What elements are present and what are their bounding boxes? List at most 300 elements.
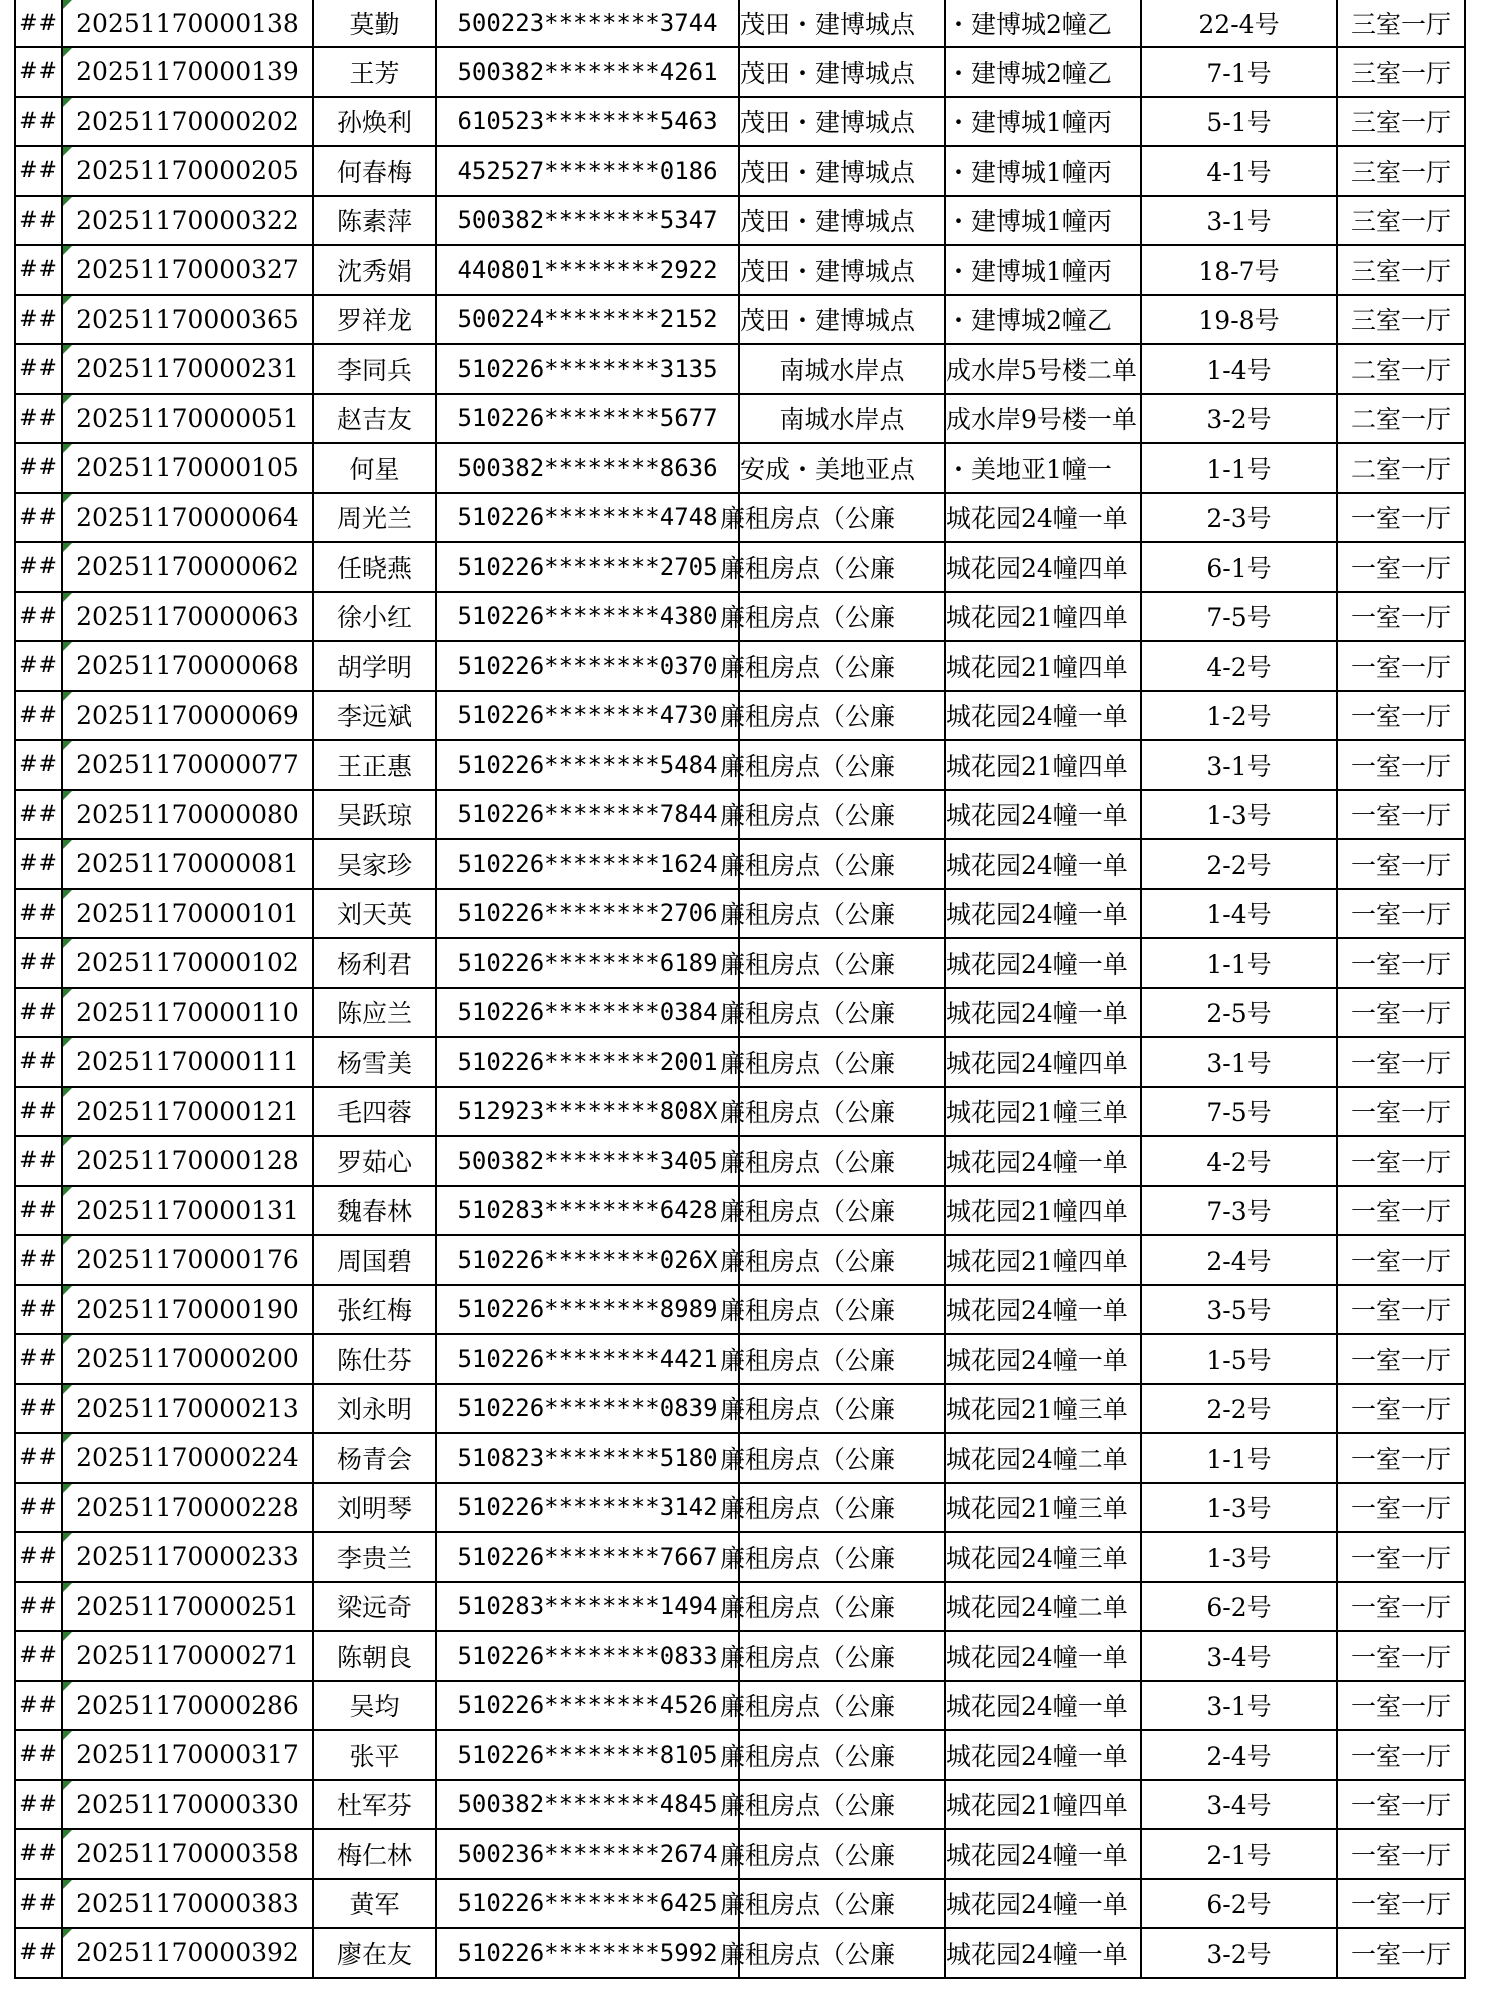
building-cell[interactable] [944,0,1140,46]
row-marker-cell[interactable]: ## [14,1286,61,1334]
application-code-cell[interactable]: 20251170000064 [61,494,312,542]
building-cell[interactable] [944,692,1140,740]
room-type-cell[interactable]: 三室一厅 [1336,147,1466,195]
building-cell[interactable] [944,543,1140,591]
applicant-name-cell[interactable]: 黄军 [312,1880,435,1928]
table-row[interactable] [14,1236,1466,1286]
room-type-cell[interactable]: 一室一厅 [1336,692,1466,740]
id-number-cell[interactable]: 510226********4526 [435,1682,738,1730]
housing-point-cell[interactable] [738,246,944,294]
table-row[interactable] [14,0,1466,48]
housing-point-cell[interactable] [720,1335,944,1383]
housing-point-cell[interactable] [720,741,944,789]
row-marker-cell[interactable]: ## [14,593,61,641]
id-number-cell[interactable]: 510226********8105 [435,1731,738,1779]
room-type-cell[interactable]: 一室一厅 [1336,1880,1466,1928]
applicant-name-cell[interactable]: 廖在友 [312,1929,435,1977]
housing-point-cell[interactable] [720,840,944,888]
row-marker-cell[interactable]: ## [14,1038,61,1086]
room-type-cell[interactable]: 一室一厅 [1336,1929,1466,1977]
room-type-cell[interactable]: 二室一厅 [1336,395,1466,443]
row-marker-cell[interactable]: ## [14,1880,61,1928]
row-marker-cell[interactable]: ## [14,1682,61,1730]
table-row[interactable] [14,147,1466,197]
room-type-cell[interactable]: 三室一厅 [1336,296,1466,344]
room-type-cell[interactable]: 一室一厅 [1336,593,1466,641]
unit-number-cell[interactable]: 4-1号 [1140,147,1336,195]
applicant-name-cell[interactable]: 任晓燕 [312,543,435,591]
row-marker-cell[interactable]: ## [14,543,61,591]
room-type-cell[interactable]: 三室一厅 [1336,197,1466,245]
application-code-cell[interactable]: 20251170000392 [61,1929,312,1977]
id-number-cell[interactable]: 510226********7667 [435,1533,738,1581]
unit-number-cell[interactable]: 22-4号 [1140,0,1336,46]
id-number-cell[interactable]: 510226********2706 [435,890,738,938]
table-row[interactable] [14,1682,1466,1732]
id-number-cell[interactable]: 510226********4380 [435,593,738,641]
row-marker-cell[interactable]: ## [14,1335,61,1383]
id-number-cell[interactable]: 510226********2001 [435,1038,738,1086]
application-code-cell[interactable]: 20251170000322 [61,197,312,245]
table-row[interactable] [14,741,1466,791]
application-code-cell[interactable]: 20251170000317 [61,1731,312,1779]
building-cell[interactable] [944,939,1140,987]
housing-point-cell[interactable] [720,1731,944,1779]
housing-point-cell[interactable] [720,1880,944,1928]
table-row[interactable] [14,1880,1466,1930]
applicant-name-cell[interactable]: 赵吉友 [312,395,435,443]
table-row[interactable] [14,197,1466,247]
table-row[interactable] [14,246,1466,296]
row-marker-cell[interactable]: ## [14,1632,61,1680]
room-type-cell[interactable]: 一室一厅 [1336,1187,1466,1235]
building-cell[interactable] [944,1286,1140,1334]
application-code-cell[interactable]: 20251170000202 [61,98,312,146]
housing-point-cell[interactable] [738,0,944,46]
housing-point-cell[interactable] [738,147,944,195]
housing-point-cell[interactable] [720,1682,944,1730]
unit-number-cell[interactable]: 3-2号 [1140,395,1336,443]
applicant-name-cell[interactable]: 胡学明 [312,642,435,690]
row-marker-cell[interactable]: ## [14,1434,61,1482]
housing-point-cell[interactable] [720,1632,944,1680]
row-marker-cell[interactable]: ## [14,939,61,987]
housing-point-cell[interactable] [720,1088,944,1136]
application-code-cell[interactable]: 20251170000069 [61,692,312,740]
unit-number-cell[interactable]: 2-3号 [1140,494,1336,542]
table-row[interactable] [14,692,1466,742]
unit-number-cell[interactable]: 3-1号 [1140,1682,1336,1730]
row-marker-cell[interactable]: ## [14,1533,61,1581]
table-row[interactable] [14,345,1466,395]
housing-point-cell[interactable] [720,1583,944,1631]
applicant-name-cell[interactable]: 陈朝良 [312,1632,435,1680]
unit-number-cell[interactable]: 3-1号 [1140,741,1336,789]
id-number-cell[interactable]: 510226********4730 [435,692,738,740]
applicant-name-cell[interactable]: 徐小红 [312,593,435,641]
unit-number-cell[interactable]: 1-2号 [1140,692,1336,740]
row-marker-cell[interactable]: ## [14,1830,61,1878]
building-cell[interactable] [944,1434,1140,1482]
application-code-cell[interactable]: 20251170000121 [61,1088,312,1136]
id-number-cell[interactable]: 510226********3135 [435,345,738,393]
applicant-name-cell[interactable]: 何春梅 [312,147,435,195]
building-cell[interactable] [944,1583,1140,1631]
table-row[interactable] [14,1533,1466,1583]
id-number-cell[interactable]: 500382********5347 [435,197,738,245]
application-code-cell[interactable]: 20251170000051 [61,395,312,443]
building-cell[interactable] [944,890,1140,938]
room-type-cell[interactable]: 一室一厅 [1336,1434,1466,1482]
housing-point-cell[interactable] [738,48,944,96]
room-type-cell[interactable]: 一室一厅 [1336,741,1466,789]
row-marker-cell[interactable]: ## [14,48,61,96]
table-row[interactable] [14,494,1466,544]
housing-point-cell[interactable] [720,890,944,938]
room-type-cell[interactable]: 一室一厅 [1336,1484,1466,1532]
building-cell[interactable] [944,494,1140,542]
unit-number-cell[interactable]: 1-4号 [1140,890,1336,938]
applicant-name-cell[interactable]: 吴跃琼 [312,791,435,839]
unit-number-cell[interactable]: 6-2号 [1140,1583,1336,1631]
housing-point-cell[interactable] [720,1830,944,1878]
applicant-name-cell[interactable]: 李远斌 [312,692,435,740]
unit-number-cell[interactable]: 7-1号 [1140,48,1336,96]
housing-point-cell[interactable] [738,296,944,344]
room-type-cell[interactable]: 一室一厅 [1336,1632,1466,1680]
id-number-cell[interactable]: 510283********1494 [435,1583,738,1631]
row-marker-cell[interactable]: ## [14,395,61,443]
unit-number-cell[interactable]: 4-2号 [1140,642,1336,690]
applicant-name-cell[interactable]: 毛四蓉 [312,1088,435,1136]
building-cell[interactable] [944,147,1140,195]
building-cell[interactable] [944,1335,1140,1383]
application-code-cell[interactable]: 20251170000131 [61,1187,312,1235]
table-row[interactable] [14,1484,1466,1534]
room-type-cell[interactable]: 一室一厅 [1336,1781,1466,1829]
room-type-cell[interactable]: 一室一厅 [1336,1286,1466,1334]
unit-number-cell[interactable]: 1-4号 [1140,345,1336,393]
row-marker-cell[interactable]: ## [14,692,61,740]
unit-number-cell[interactable]: 1-3号 [1140,791,1336,839]
applicant-name-cell[interactable]: 杨青会 [312,1434,435,1482]
table-row[interactable] [14,296,1466,346]
housing-point-cell[interactable] [738,98,944,146]
applicant-name-cell[interactable]: 王芳 [312,48,435,96]
housing-point-cell[interactable] [720,1781,944,1829]
building-cell[interactable] [944,395,1140,443]
housing-point-cell[interactable] [720,1187,944,1235]
row-marker-cell[interactable]: ## [14,345,61,393]
unit-number-cell[interactable]: 6-2号 [1140,1880,1336,1928]
building-cell[interactable] [944,345,1140,393]
housing-point-cell[interactable] [738,345,944,393]
room-type-cell[interactable]: 一室一厅 [1336,890,1466,938]
row-marker-cell[interactable]: ## [14,494,61,542]
housing-point-cell[interactable] [720,1385,944,1433]
application-code-cell[interactable]: 20251170000111 [61,1038,312,1086]
room-type-cell[interactable]: 一室一厅 [1336,989,1466,1037]
id-number-cell[interactable]: 510226********6189 [435,939,738,987]
table-row[interactable] [14,395,1466,445]
unit-number-cell[interactable]: 3-1号 [1140,197,1336,245]
room-type-cell[interactable]: 一室一厅 [1336,939,1466,987]
row-marker-cell[interactable]: ## [14,98,61,146]
application-code-cell[interactable]: 20251170000080 [61,791,312,839]
id-number-cell[interactable]: 510226********5992 [435,1929,738,1977]
applicant-name-cell[interactable]: 陈素萍 [312,197,435,245]
id-number-cell[interactable]: 500224********2152 [435,296,738,344]
applicant-name-cell[interactable]: 何星 [312,444,435,492]
application-code-cell[interactable]: 20251170000138 [61,0,312,46]
building-cell[interactable] [944,444,1140,492]
unit-number-cell[interactable]: 2-4号 [1140,1236,1336,1284]
building-cell[interactable] [944,1929,1140,1977]
id-number-cell[interactable]: 510226********7844 [435,791,738,839]
application-code-cell[interactable]: 20251170000327 [61,246,312,294]
id-number-cell[interactable]: 510226********0839 [435,1385,738,1433]
id-number-cell[interactable]: 510226********0370 [435,642,738,690]
row-marker-cell[interactable]: ## [14,1583,61,1631]
application-code-cell[interactable]: 20251170000271 [61,1632,312,1680]
unit-number-cell[interactable]: 3-4号 [1140,1781,1336,1829]
building-cell[interactable] [944,1830,1140,1878]
application-code-cell[interactable]: 20251170000105 [61,444,312,492]
id-number-cell[interactable]: 510226********4748 [435,494,738,542]
row-marker-cell[interactable]: ## [14,147,61,195]
row-marker-cell[interactable]: ## [14,1781,61,1829]
unit-number-cell[interactable]: 2-5号 [1140,989,1336,1037]
room-type-cell[interactable]: 一室一厅 [1336,1088,1466,1136]
table-row[interactable] [14,1830,1466,1880]
unit-number-cell[interactable]: 2-1号 [1140,1830,1336,1878]
table-row[interactable] [14,1632,1466,1682]
application-code-cell[interactable]: 20251170000068 [61,642,312,690]
unit-number-cell[interactable]: 3-2号 [1140,1929,1336,1977]
application-code-cell[interactable]: 20251170000190 [61,1286,312,1334]
applicant-name-cell[interactable]: 莫勤 [312,0,435,46]
unit-number-cell[interactable]: 7-5号 [1140,1088,1336,1136]
room-type-cell[interactable]: 一室一厅 [1336,791,1466,839]
application-code-cell[interactable]: 20251170000128 [61,1137,312,1185]
row-marker-cell[interactable]: ## [14,0,61,46]
room-type-cell[interactable]: 一室一厅 [1336,1533,1466,1581]
applicant-name-cell[interactable]: 陈应兰 [312,989,435,1037]
id-number-cell[interactable]: 510226********2705 [435,543,738,591]
table-row[interactable] [14,1286,1466,1336]
applicant-name-cell[interactable]: 梅仁林 [312,1830,435,1878]
row-marker-cell[interactable]: ## [14,642,61,690]
unit-number-cell[interactable]: 6-1号 [1140,543,1336,591]
applicant-name-cell[interactable]: 罗祥龙 [312,296,435,344]
row-marker-cell[interactable]: ## [14,791,61,839]
room-type-cell[interactable]: 一室一厅 [1336,1583,1466,1631]
table-row[interactable] [14,1929,1466,1979]
room-type-cell[interactable]: 二室一厅 [1336,444,1466,492]
applicant-name-cell[interactable]: 吴家珍 [312,840,435,888]
table-row[interactable] [14,1187,1466,1237]
id-number-cell[interactable]: 510823********5180 [435,1434,738,1482]
application-code-cell[interactable]: 20251170000200 [61,1335,312,1383]
row-marker-cell[interactable]: ## [14,1137,61,1185]
application-code-cell[interactable]: 20251170000081 [61,840,312,888]
unit-number-cell[interactable]: 1-3号 [1140,1484,1336,1532]
row-marker-cell[interactable]: ## [14,296,61,344]
id-number-cell[interactable]: 500382********8636 [435,444,738,492]
table-row[interactable] [14,791,1466,841]
building-cell[interactable] [944,1088,1140,1136]
applicant-name-cell[interactable]: 陈仕芬 [312,1335,435,1383]
building-cell[interactable] [944,1632,1140,1680]
table-row[interactable] [14,1088,1466,1138]
unit-number-cell[interactable]: 7-5号 [1140,593,1336,641]
table-row[interactable] [14,1781,1466,1831]
room-type-cell[interactable]: 一室一厅 [1336,1236,1466,1284]
unit-number-cell[interactable]: 1-3号 [1140,1533,1336,1581]
id-number-cell[interactable]: 512923********808X [435,1088,738,1136]
application-code-cell[interactable]: 20251170000383 [61,1880,312,1928]
housing-point-cell[interactable] [720,1929,944,1977]
id-number-cell[interactable]: 510226********5677 [435,395,738,443]
building-cell[interactable] [944,989,1140,1037]
room-type-cell[interactable]: 一室一厅 [1336,1137,1466,1185]
building-cell[interactable] [944,593,1140,641]
housing-point-cell[interactable] [720,1038,944,1086]
housing-point-cell[interactable] [720,1434,944,1482]
housing-point-cell[interactable] [720,1137,944,1185]
building-cell[interactable] [944,1236,1140,1284]
table-row[interactable] [14,989,1466,1039]
unit-number-cell[interactable]: 2-2号 [1140,840,1336,888]
row-marker-cell[interactable]: ## [14,246,61,294]
housing-point-cell[interactable] [720,989,944,1037]
room-type-cell[interactable]: 一室一厅 [1336,1038,1466,1086]
applicant-name-cell[interactable]: 吴均 [312,1682,435,1730]
row-marker-cell[interactable]: ## [14,840,61,888]
building-cell[interactable] [944,48,1140,96]
table-row[interactable] [14,98,1466,148]
housing-point-cell[interactable] [720,494,944,542]
row-marker-cell[interactable]: ## [14,989,61,1037]
applicant-name-cell[interactable]: 周国碧 [312,1236,435,1284]
row-marker-cell[interactable]: ## [14,197,61,245]
applicant-name-cell[interactable]: 张平 [312,1731,435,1779]
id-number-cell[interactable]: 510226********0833 [435,1632,738,1680]
table-row[interactable] [14,1434,1466,1484]
housing-point-cell[interactable] [720,692,944,740]
id-number-cell[interactable]: 510226********0384 [435,989,738,1037]
row-marker-cell[interactable]: ## [14,1088,61,1136]
room-type-cell[interactable]: 三室一厅 [1336,246,1466,294]
row-marker-cell[interactable]: ## [14,1929,61,1977]
id-number-cell[interactable]: 510226********8989 [435,1286,738,1334]
table-row[interactable] [14,939,1466,989]
applicant-name-cell[interactable]: 李同兵 [312,345,435,393]
housing-point-cell[interactable] [738,197,944,245]
housing-point-cell[interactable] [720,1533,944,1581]
row-marker-cell[interactable]: ## [14,444,61,492]
housing-point-cell[interactable] [720,1236,944,1284]
housing-point-cell[interactable] [720,543,944,591]
table-row[interactable] [14,1385,1466,1435]
unit-number-cell[interactable]: 1-5号 [1140,1335,1336,1383]
row-marker-cell[interactable]: ## [14,1731,61,1779]
building-cell[interactable] [944,246,1140,294]
applicant-name-cell[interactable]: 杨利君 [312,939,435,987]
building-cell[interactable] [944,1137,1140,1185]
room-type-cell[interactable]: 一室一厅 [1336,1830,1466,1878]
applicant-name-cell[interactable]: 周光兰 [312,494,435,542]
room-type-cell[interactable]: 一室一厅 [1336,494,1466,542]
applicant-name-cell[interactable]: 杨雪美 [312,1038,435,1086]
housing-point-cell[interactable] [738,444,944,492]
building-cell[interactable] [944,296,1140,344]
room-type-cell[interactable]: 一室一厅 [1336,543,1466,591]
unit-number-cell[interactable]: 3-5号 [1140,1286,1336,1334]
table-row[interactable] [14,1038,1466,1088]
building-cell[interactable] [944,98,1140,146]
application-code-cell[interactable]: 20251170000102 [61,939,312,987]
row-marker-cell[interactable]: ## [14,1484,61,1532]
applicant-name-cell[interactable]: 孙焕利 [312,98,435,146]
application-code-cell[interactable]: 20251170000231 [61,345,312,393]
table-row[interactable] [14,840,1466,890]
room-type-cell[interactable]: 一室一厅 [1336,1385,1466,1433]
application-code-cell[interactable]: 20251170000139 [61,48,312,96]
row-marker-cell[interactable]: ## [14,1385,61,1433]
id-number-cell[interactable]: 440801********2922 [435,246,738,294]
building-cell[interactable] [944,642,1140,690]
housing-point-cell[interactable] [720,939,944,987]
id-number-cell[interactable]: 510226********5484 [435,741,738,789]
room-type-cell[interactable]: 三室一厅 [1336,48,1466,96]
unit-number-cell[interactable]: 18-7号 [1140,246,1336,294]
application-code-cell[interactable]: 20251170000110 [61,989,312,1037]
room-type-cell[interactable]: 三室一厅 [1336,98,1466,146]
table-row[interactable] [14,1731,1466,1781]
application-code-cell[interactable]: 20251170000358 [61,1830,312,1878]
id-number-cell[interactable]: 500382********4845 [435,1781,738,1829]
room-type-cell[interactable]: 一室一厅 [1336,642,1466,690]
room-type-cell[interactable]: 二室一厅 [1336,345,1466,393]
applicant-name-cell[interactable]: 刘明琴 [312,1484,435,1532]
row-marker-cell[interactable]: ## [14,1236,61,1284]
building-cell[interactable] [944,1187,1140,1235]
unit-number-cell[interactable]: 1-1号 [1140,939,1336,987]
row-marker-cell[interactable]: ## [14,741,61,789]
application-code-cell[interactable]: 20251170000062 [61,543,312,591]
housing-point-cell[interactable] [738,395,944,443]
table-row[interactable] [14,48,1466,98]
id-number-cell[interactable]: 452527********0186 [435,147,738,195]
id-number-cell[interactable]: 510226********026X [435,1236,738,1284]
application-code-cell[interactable]: 20251170000205 [61,147,312,195]
room-type-cell[interactable]: 一室一厅 [1336,1335,1466,1383]
row-marker-cell[interactable]: ## [14,890,61,938]
unit-number-cell[interactable]: 1-1号 [1140,444,1336,492]
row-marker-cell[interactable]: ## [14,1187,61,1235]
application-code-cell[interactable]: 20251170000228 [61,1484,312,1532]
application-code-cell[interactable]: 20251170000330 [61,1781,312,1829]
id-number-cell[interactable]: 510283********6428 [435,1187,738,1235]
building-cell[interactable] [944,197,1140,245]
room-type-cell[interactable]: 一室一厅 [1336,840,1466,888]
application-code-cell[interactable]: 20251170000286 [61,1682,312,1730]
applicant-name-cell[interactable]: 梁远奇 [312,1583,435,1631]
building-cell[interactable] [944,791,1140,839]
unit-number-cell[interactable]: 7-3号 [1140,1187,1336,1235]
id-number-cell[interactable]: 500236********2674 [435,1830,738,1878]
